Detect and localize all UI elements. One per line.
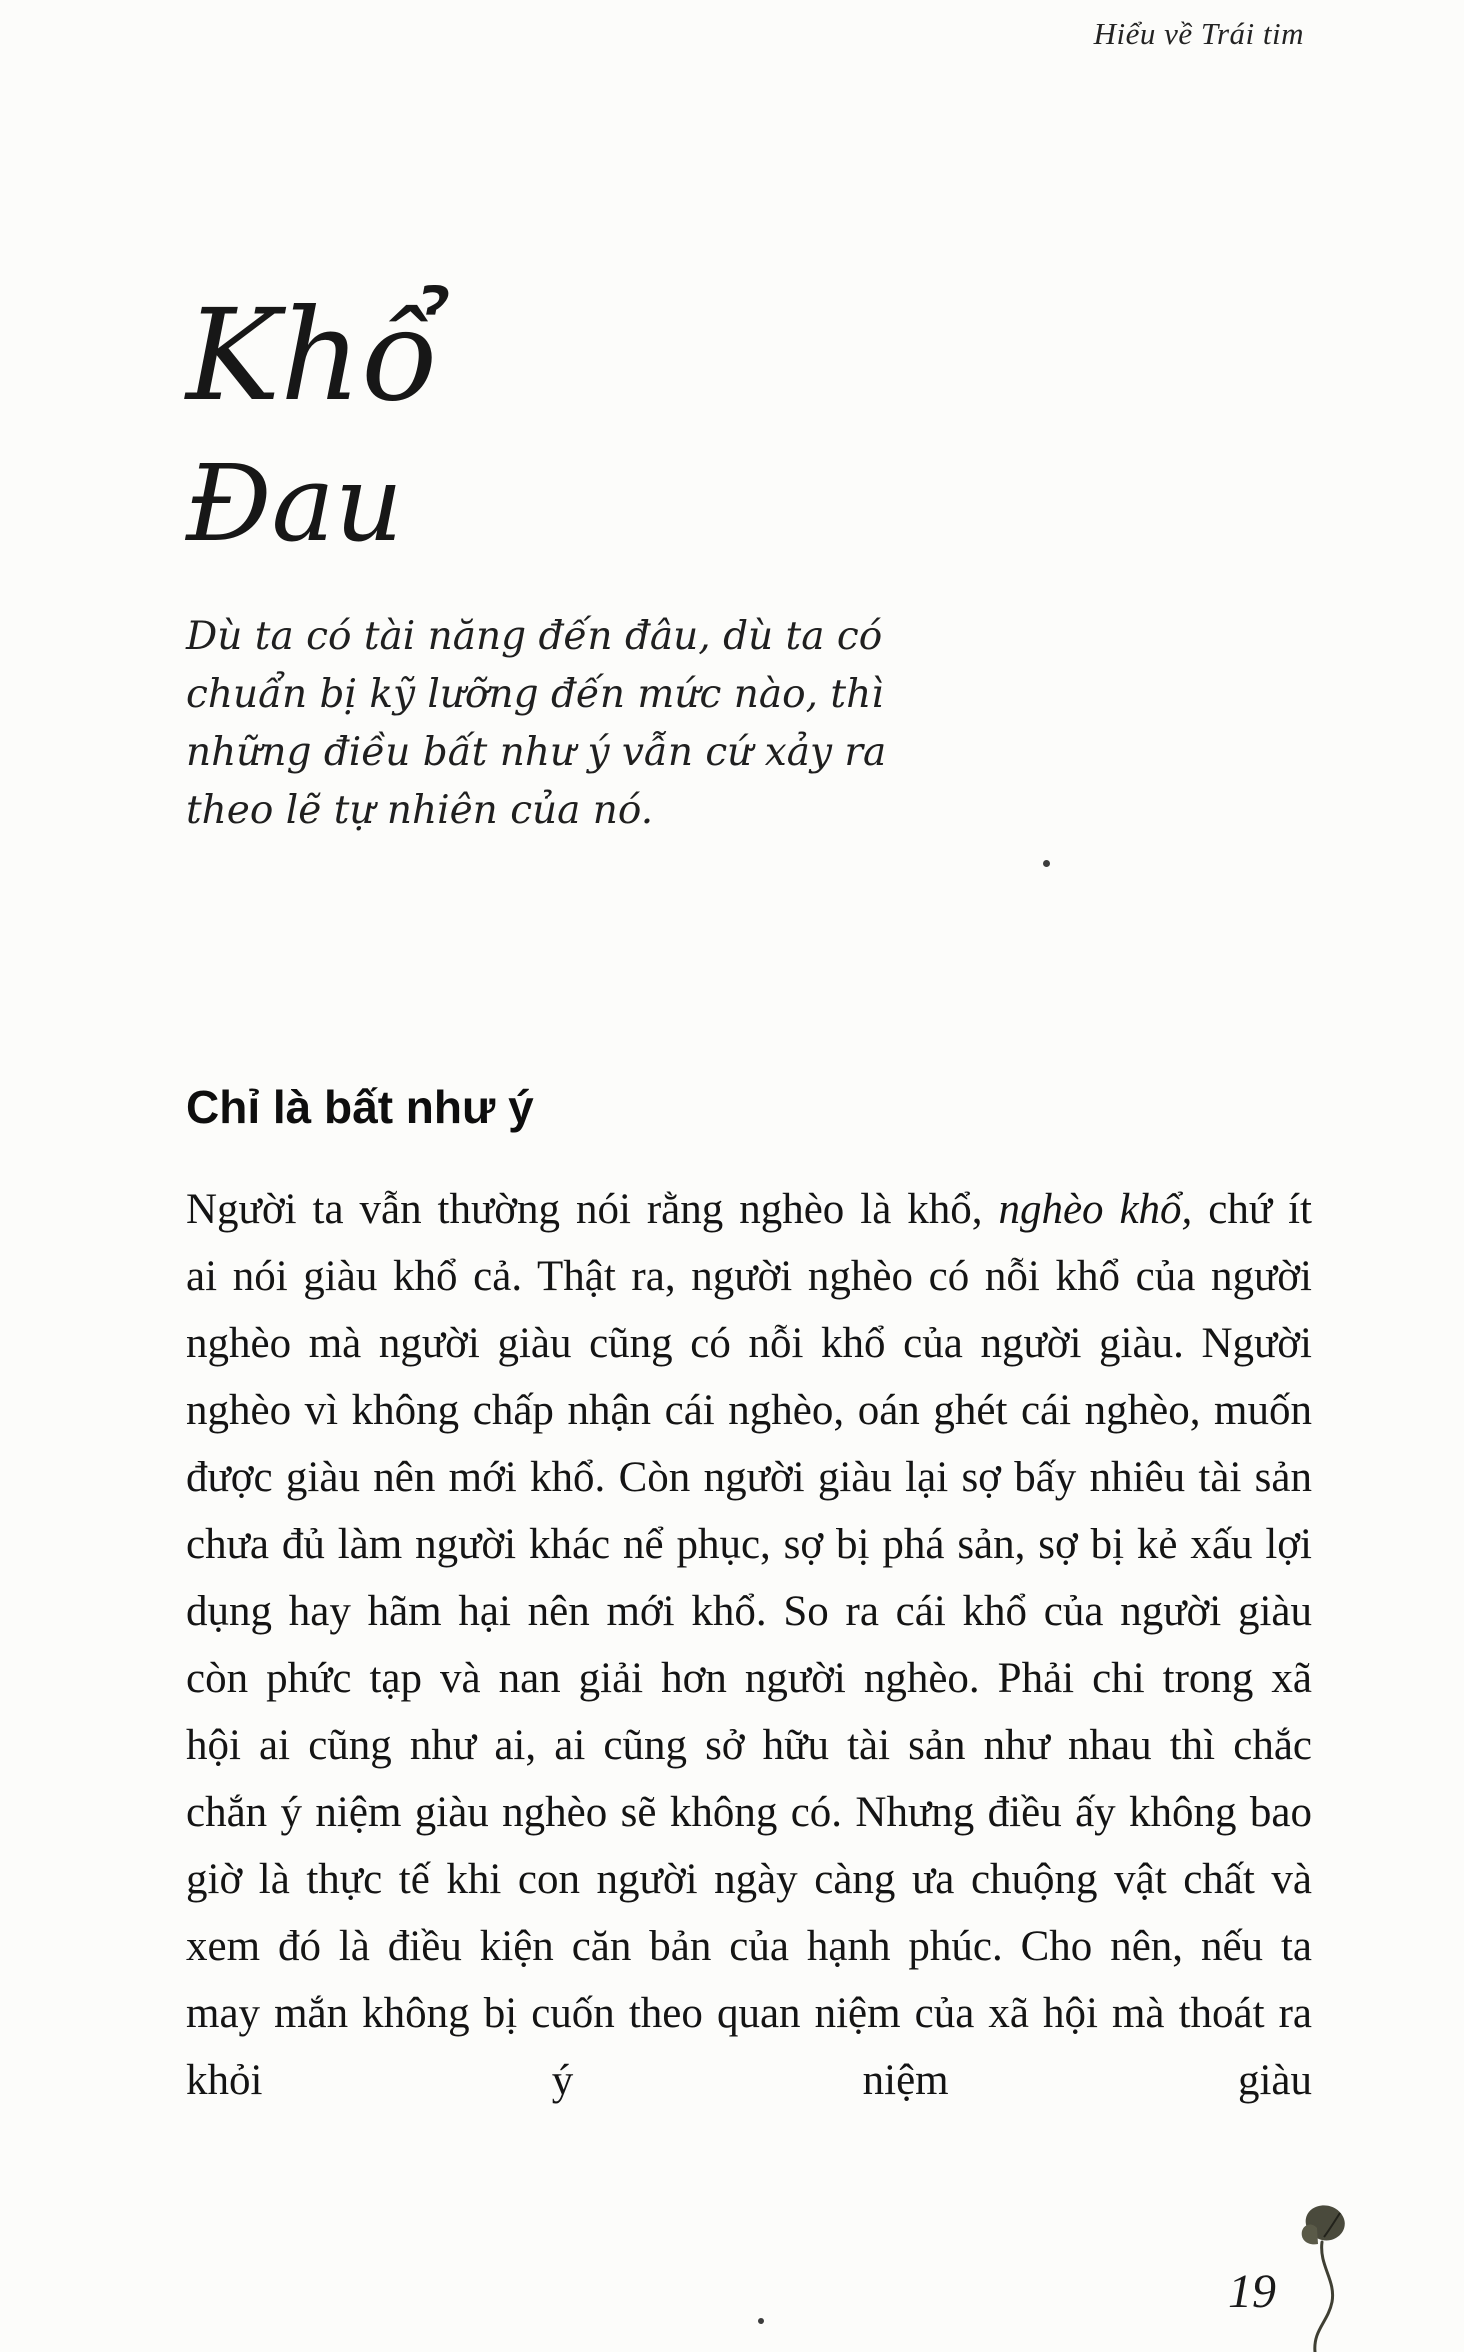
epigraph-line: chuẩn bị kỹ lưỡng đến mức nào, thì xyxy=(186,672,884,717)
epigraph xyxy=(186,608,906,840)
body-segment: chứ ít ai nói giàu khổ cả. Thật ra, người nghèo có nỗi khổ của người nghèo mà người giàu cũng có nỗi khổ của người giàu. Người nghèo vì không chấp nhận cái nghèo, oán ghét cái nghèo, muốn được giàu nên mới khổ. Còn người giàu lại sợ bấy nhiêu tài sản chưa đủ làm người khác nể phục, sợ bị phá sản, sợ bị kẻ xấu lợi dụng hay hãm hại nên mới khổ. So ra cái khổ của người giàu còn phức tạp và nan giải hơn người nghèo. Phải chi trong xã hội ai cũng như ai, ai cũng sở hữu tài sản như nhau thì chắc chắn ý niệm giàu nghèo sẽ không có. Nhưng điều ấy không bao giờ là thực tế khi con người ngày càng ưa chuộng vật chất và xem đó là điều kiện căn bản của hạnh phúc. Cho nên, nếu ta may mắn không bị cuốn theo quan niệm của xã hội mà thoát ra khỏi ý niệm giàu xyxy=(186,1186,1312,2104)
body-segment: Người ta vẫn thường nói rằng nghèo là khổ, xyxy=(186,1186,999,1233)
ink-speck xyxy=(1043,860,1050,867)
body-paragraph xyxy=(186,1176,1312,2114)
page-number: 19 xyxy=(1228,2265,1276,2318)
epigraph-line: theo lẽ tự nhiên của nó. xyxy=(186,788,654,833)
body-segment-italic: nghèo khổ, xyxy=(998,1186,1193,1233)
running-header: Hiểu về Trái tim xyxy=(1093,16,1304,51)
ink-speck xyxy=(758,2318,764,2324)
chapter-title-line2: Đau xyxy=(186,442,404,566)
epigraph-line: những điều bất như ý vẫn cứ xảy ra xyxy=(186,730,887,775)
leaf-ornament-icon xyxy=(1278,2204,1370,2352)
epigraph-line: Dù ta có tài năng đến đâu, dù ta có xyxy=(186,614,883,659)
chapter-title-line1: Khổ xyxy=(186,282,439,429)
section-heading: Chỉ là bất như ý xyxy=(186,1081,534,1133)
chapter-title xyxy=(186,282,439,566)
